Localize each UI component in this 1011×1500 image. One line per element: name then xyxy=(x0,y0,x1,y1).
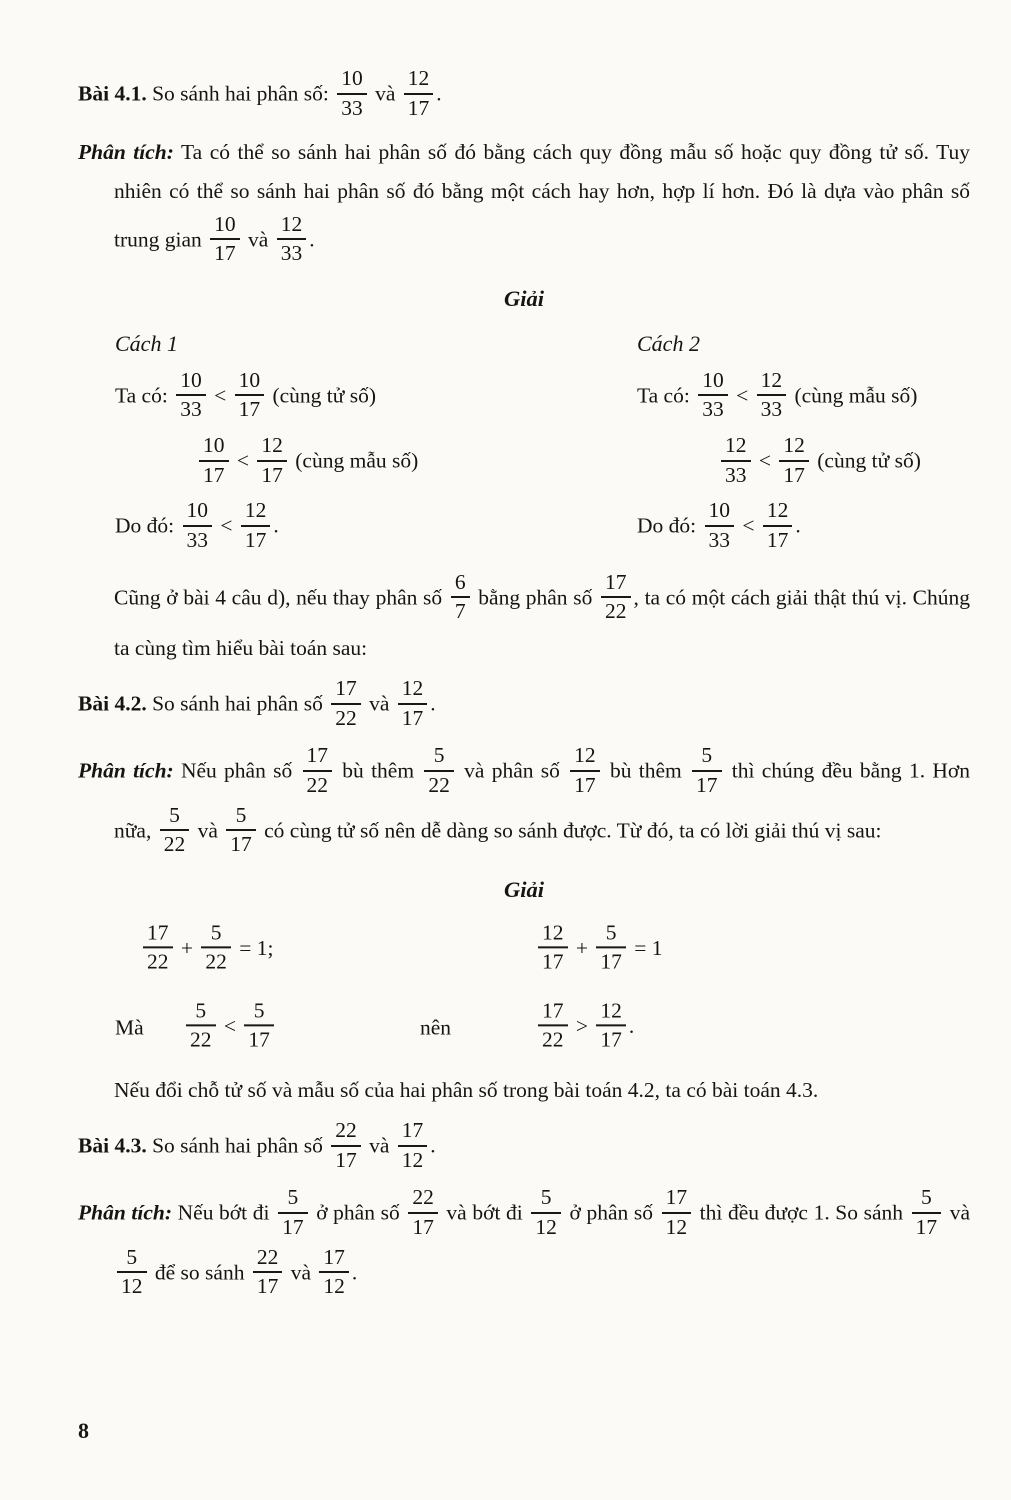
comparison-conclusion: $\frac{17}{22}$ > $\frac{12}{17}$ . xyxy=(535,998,634,1057)
fraction: $\frac{12}{17}$ xyxy=(257,434,287,487)
problem-4-1-statement: Bài 4.1. So sánh hai phân số: $\frac{10}{33}$ và $\frac{12}{17}$ . xyxy=(78,66,442,120)
fraction: $\frac{5}{17}$ xyxy=(912,1186,942,1239)
page-content xyxy=(78,66,970,1312)
fraction: $\frac{12}{17}$ xyxy=(538,921,568,974)
method-2-line-1: Ta có: $\frac{10}{33}$ < $\frac{12}{33}$ (cùng mẫu số) xyxy=(637,367,918,422)
page-number: 8 xyxy=(78,1418,89,1443)
fraction: $\frac{10}{33}$ xyxy=(183,499,213,552)
fraction: $\frac{5}{17}$ xyxy=(692,744,722,797)
problem-4-2-analysis: Phân tích: Nếu phân số $\frac{17}{22}$ bù thêm $\frac{5}{22}$ và phân số $\frac{12}{17}$ bù thêm $\frac{5}{17}$ thì chúng đều bằng 1. Hơn nữa, $\frac{5}{22}$ và $\frac{5}{17}$ có cùng tử số nên dễ dàng so sánh được. Từ đó, ta có lời giải thú vị sau: xyxy=(78,743,971,857)
solution-equations-4-2 xyxy=(78,915,970,985)
fraction: $\frac{17}{22}$ xyxy=(538,999,568,1052)
fraction: $\frac{17}{22}$ xyxy=(331,677,361,730)
method-2-line-2: $\frac{12}{33}$ < $\frac{12}{17}$ (cùng tử số) xyxy=(600,433,970,492)
fraction: $\frac{22}{17}$ xyxy=(331,1119,361,1172)
method-2-column xyxy=(600,324,970,564)
fraction: $\frac{5}{22}$ xyxy=(424,744,454,797)
nen-label: nên xyxy=(420,1015,452,1040)
fraction: $\frac{10}{17}$ xyxy=(199,434,229,487)
fraction: $\frac{12}{17}$ xyxy=(596,999,626,1052)
method-1-line-1: Ta có: $\frac{10}{33}$ < $\frac{10}{17}$ (cùng tử số) xyxy=(115,367,377,422)
fraction: $\frac{12}{33}$ xyxy=(721,434,751,487)
method-2-line-3: Do đó: $\frac{10}{33}$ < $\frac{12}{17}$ . xyxy=(637,498,801,552)
fraction: $\frac{12}{17}$ xyxy=(241,499,271,552)
comparison-row-4-2 xyxy=(78,993,970,1063)
fraction: $\frac{5}{12}$ xyxy=(531,1186,561,1239)
fraction: $\frac{10}{33}$ xyxy=(176,369,206,422)
fraction: $\frac{17}{22}$ xyxy=(143,921,173,974)
fraction: $\frac{5}{17}$ xyxy=(596,921,626,974)
fraction: $\frac{22}{17}$ xyxy=(253,1246,283,1299)
fraction: $\frac{10}{33}$ xyxy=(705,499,735,552)
fraction: $\frac{10}{33}$ xyxy=(337,67,367,120)
fraction: $\frac{17}{22}$ xyxy=(601,571,631,624)
fraction: $\frac{5}{22}$ xyxy=(201,921,231,974)
solution-heading-4-2: Giải xyxy=(503,876,544,902)
fraction: $\frac{22}{17}$ xyxy=(408,1186,438,1239)
method-1-title: Cách 1 xyxy=(115,330,178,356)
equation-right: $\frac{12}{17}$ + $\frac{5}{17}$ = 1 xyxy=(535,920,663,979)
fraction: $\frac{12}{17}$ xyxy=(779,434,809,487)
fraction: $\frac{12}{17}$ xyxy=(570,744,600,797)
method-1-line-2: $\frac{10}{17}$ < $\frac{12}{17}$ (cùng mẫu số) xyxy=(78,433,600,492)
comparison-left: $\frac{5}{22}$ < $\frac{5}{17}$ xyxy=(183,998,277,1057)
fraction: $\frac{5}{17}$ xyxy=(244,999,274,1052)
problem-4-2-statement: Bài 4.2. So sánh hai phân số $\frac{17}{22}$ và $\frac{12}{17}$ . xyxy=(78,676,436,730)
fraction: $\frac{17}{12}$ xyxy=(662,1186,692,1239)
fraction: $\frac{5}{12}$ xyxy=(117,1246,147,1299)
problem-4-3-statement: Bài 4.3. So sánh hai phân số $\frac{22}{17}$ và $\frac{17}{12}$ . xyxy=(78,1117,436,1172)
method-2-title: Cách 2 xyxy=(637,330,700,356)
fraction: $\frac{12}{33}$ xyxy=(757,369,787,422)
fraction: $\frac{5}{17}$ xyxy=(278,1186,308,1239)
fraction: $\frac{12}{17}$ xyxy=(763,499,793,552)
bridge-paragraph-4-3: Nếu đổi chỗ tử số và mẫu số của hai phân số trong bài toán 4.2, ta có bài toán 4.3. xyxy=(114,1077,819,1102)
ma-label: Mà xyxy=(115,1015,144,1040)
fraction: $\frac{12}{17}$ xyxy=(404,67,434,120)
method-1-line-3: Do đó: $\frac{10}{33}$ < $\frac{12}{17}$ . xyxy=(115,498,279,552)
solution-methods-4-1 xyxy=(78,324,970,564)
fraction: $\frac{5}{17}$ xyxy=(226,804,256,857)
fraction: $\frac{10}{17}$ xyxy=(210,213,240,266)
fraction: $\frac{17}{12}$ xyxy=(319,1246,349,1299)
method-1-column xyxy=(78,324,600,564)
fraction: $\frac{6}{7}$ xyxy=(451,571,470,624)
bridge-paragraph-4-2: Cũng ở bài 4 câu d), nếu thay phân số $\frac{6}{7}$ bằng phân số $\frac{17}{22}$ , ta có một cách giải thật thú vị. Chúng ta cùng tìm hiểu bài toán sau: xyxy=(114,569,971,660)
fraction: $\frac{17}{12}$ xyxy=(398,1119,428,1172)
fraction: $\frac{12}{17}$ xyxy=(398,677,428,730)
problem-4-1-analysis: Phân tích: Ta có thể so sánh hai phân số đó bằng cách quy đồng mẫu số hoặc quy đồng tử số. Tuy nhiên có thể so sánh hai phân số đó bằng một cách hay hơn, hợp lí hơn. Đó là dựa vào phân số trung gian $\frac{10}{17}$ và $\frac{12}{33}$ . xyxy=(78,140,970,266)
problem-4-3-analysis: Phân tích: Nếu bớt đi $\frac{5}{17}$ ở phân số $\frac{22}{17}$ và bớt đi $\frac{5}{12}$ ở phân số $\frac{17}{12}$ thì đều được 1. So sánh $\frac{5}{17}$ và $\frac{5}{12}$ để so sánh $\frac{22}{17}$ và $\frac{17}{12}$ . xyxy=(78,1185,971,1299)
fraction: $\frac{10}{17}$ xyxy=(235,369,265,422)
fraction: $\frac{5}{22}$ xyxy=(186,999,216,1052)
solution-heading-4-1: Giải xyxy=(503,285,544,311)
fraction: $\frac{17}{22}$ xyxy=(303,744,333,797)
fraction: $\frac{12}{33}$ xyxy=(277,213,307,266)
fraction: $\frac{5}{22}$ xyxy=(160,804,190,857)
fraction: $\frac{10}{33}$ xyxy=(698,369,728,422)
equation-left: $\frac{17}{22}$ + $\frac{5}{22}$ = 1; xyxy=(140,920,274,979)
